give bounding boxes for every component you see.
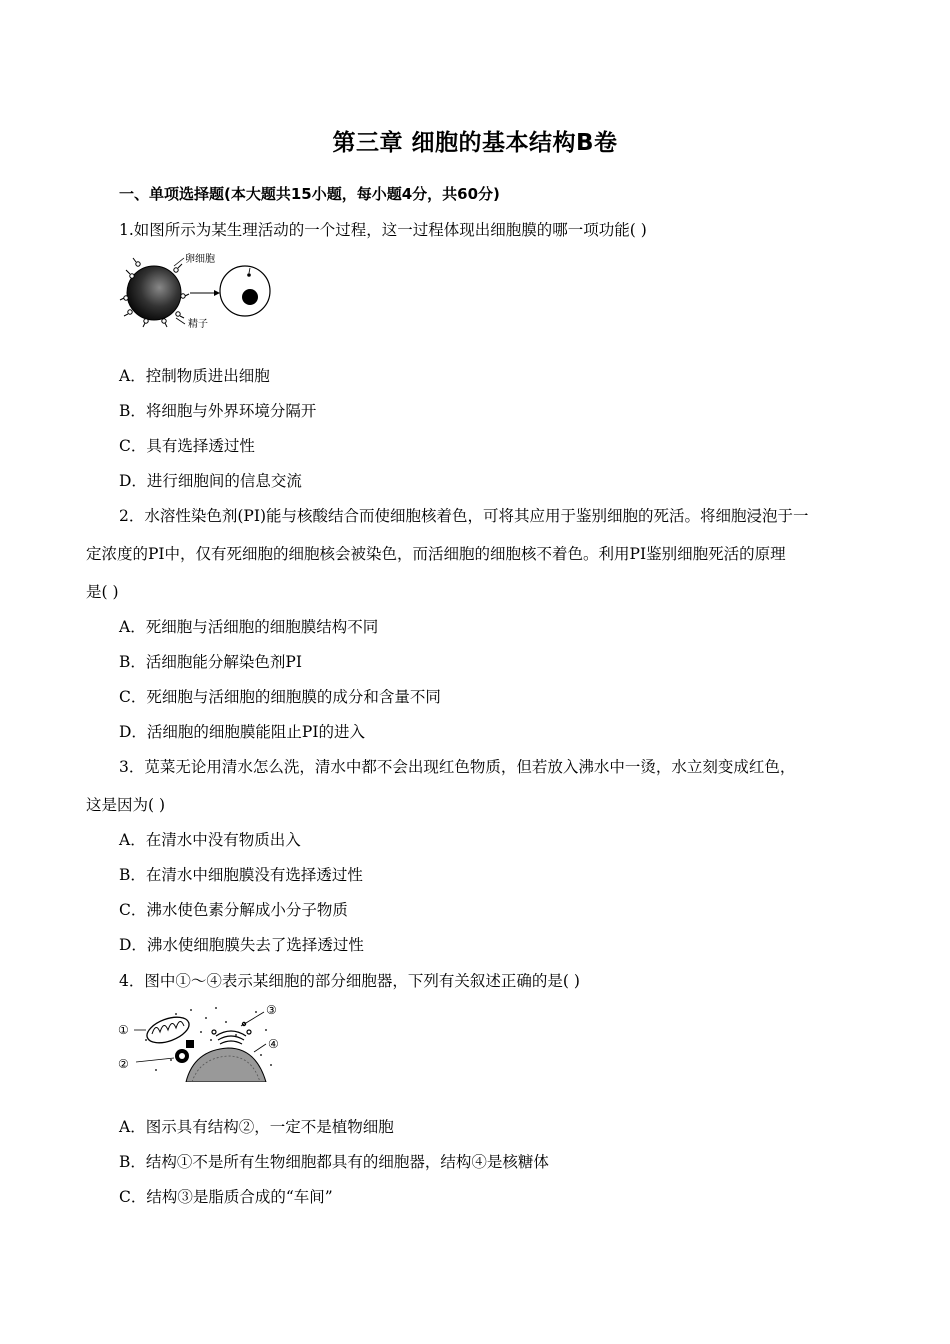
question-3-option-c: C．沸水使色素分解成小分子物质 xyxy=(119,901,348,919)
question-3-option-b: B．在清水中细胞膜没有选择透过性 xyxy=(119,866,363,884)
question-2-option-a: A．死细胞与活细胞的细胞膜结构不同 xyxy=(119,618,379,636)
sperm-label: 精子 xyxy=(188,319,208,330)
label-2: ② xyxy=(118,1057,129,1071)
question-2-option-d: D．活细胞的细胞膜能阻止PI的进入 xyxy=(119,723,365,741)
question-3-stem-line-1: 3．苋菜无论用清水怎么洗，清水中都不会出现红色物质，但若放入沸水中一烫，水立刻变成红色， xyxy=(119,758,796,776)
page-title: 第三章 细胞的基本结构B卷 xyxy=(332,130,618,156)
fertilization-figure xyxy=(118,248,278,332)
egg-cell-shape xyxy=(127,266,181,320)
question-2-option-c: C．死细胞与活细胞的细胞膜的成分和含量不同 xyxy=(119,688,441,706)
question-2-stem-line-3: 是( ) xyxy=(86,583,119,601)
organelle-figure xyxy=(116,1000,286,1082)
question-1-option-c: C．具有选择透过性 xyxy=(119,437,255,455)
section-heading: 一、单项选择题(本大题共15小题，每小题4分，共60分) xyxy=(119,185,500,203)
label-4: ④ xyxy=(268,1037,279,1051)
egg-label: 卵细胞 xyxy=(185,254,215,265)
question-1-option-d: D．进行细胞间的信息交流 xyxy=(119,472,302,490)
question-4-option-b: B．结构①不是所有生物细胞都具有的细胞器，结构④是核糖体 xyxy=(119,1153,549,1171)
question-4-stem: 4．图中①～④表示某细胞的部分细胞器，下列有关叙述正确的是( ) xyxy=(119,972,580,990)
golgi-shape xyxy=(212,1022,251,1044)
label-3: ③ xyxy=(266,1003,277,1017)
centrosome-shape xyxy=(175,1040,194,1063)
question-4-option-c: C．结构③是脂质合成的“车间” xyxy=(119,1188,333,1206)
mitochondrion-shape xyxy=(144,1012,193,1048)
arrow-icon xyxy=(214,290,220,296)
question-1-option-b: B．将细胞与外界环境分隔开 xyxy=(119,402,317,420)
question-2-stem-line-1: 2．水溶性染色剂(PI)能与核酸结合而使细胞核着色，可将其应用于鉴别细胞的死活。将细胞浸泡于一 xyxy=(119,507,809,525)
question-1-stem: 1.如图所示为某生理活动的一个过程，这一过程体现出细胞膜的哪一项功能( ) xyxy=(119,221,647,239)
label-1: ① xyxy=(118,1023,129,1037)
nucleus-shape xyxy=(186,1048,266,1082)
question-3-option-d: D．沸水使细胞膜失去了选择透过性 xyxy=(119,936,364,954)
question-4-option-a: A．图示具有结构②，一定不是植物细胞 xyxy=(119,1118,394,1136)
question-1-option-a: A．控制物质进出细胞 xyxy=(119,367,270,385)
question-2-option-b: B．活细胞能分解染色剂PI xyxy=(119,653,302,671)
question-2-stem-line-2: 定浓度的PI中，仅有死细胞的细胞核会被染色，而活细胞的细胞核不着色。利用PI鉴别细胞死活的原理 xyxy=(86,545,786,563)
question-3-option-a: A．在清水中没有物质出入 xyxy=(119,831,301,849)
question-3-stem-line-2: 这是因为( ) xyxy=(86,796,166,814)
